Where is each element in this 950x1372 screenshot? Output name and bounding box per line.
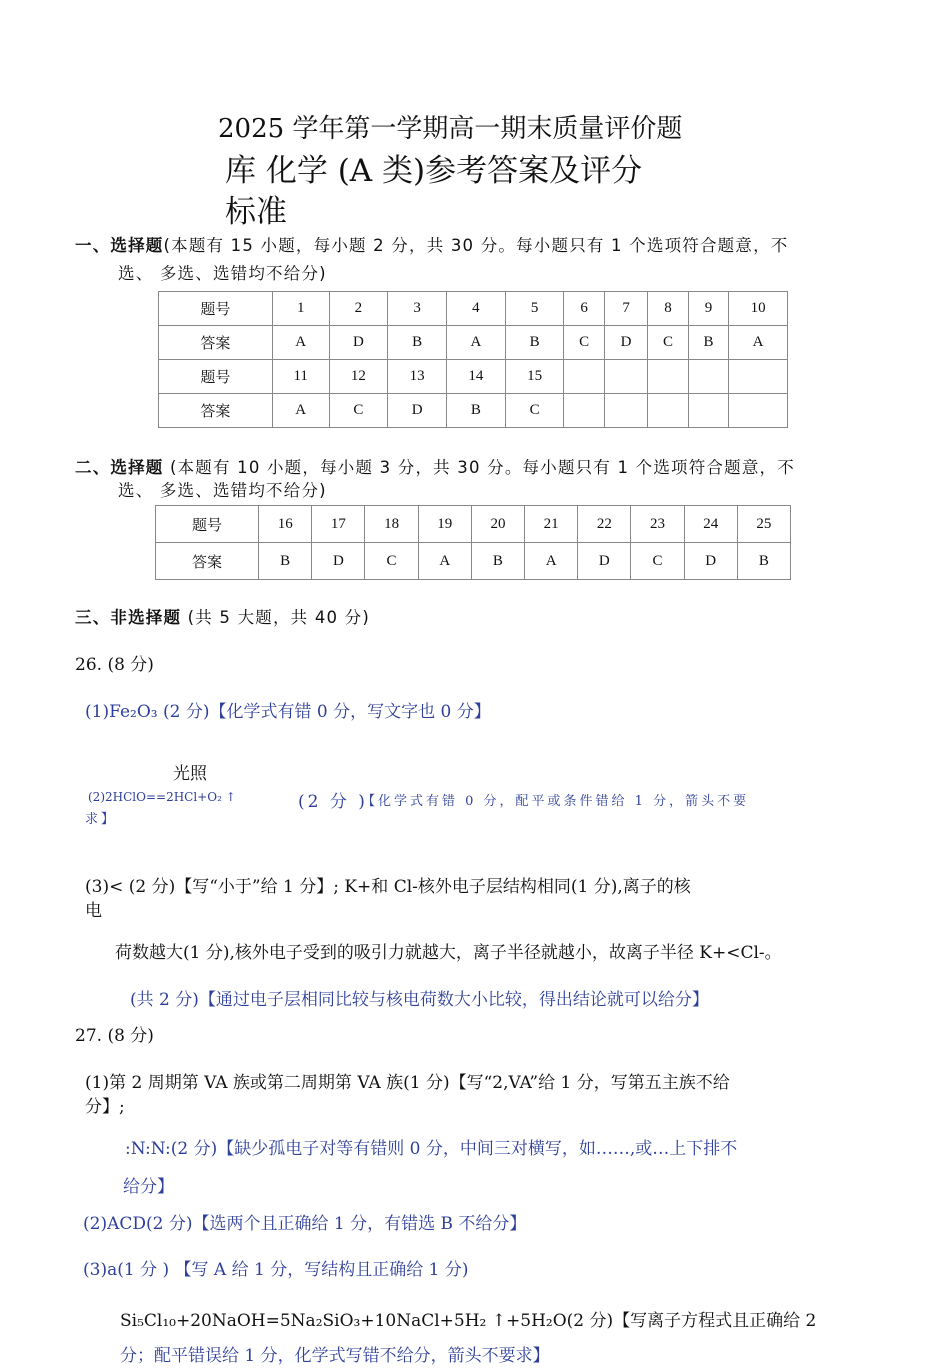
answer-cell: C	[365, 543, 418, 580]
answer-cell	[729, 360, 788, 394]
answer-cell: A	[418, 543, 471, 580]
q26-part2-note-cont: 求】	[85, 812, 118, 827]
answer-cell: A	[447, 326, 506, 360]
answer-cell: 2	[329, 292, 388, 326]
answer-cell: D	[604, 326, 647, 360]
answer-cell	[729, 394, 788, 428]
section1-desc-line1	[75, 232, 788, 256]
q27-part3: (3)a(1 分 ) 【写 A 给 1 分，写结构且正确给 1 分)	[83, 1260, 469, 1280]
title-line-2: 库 化学 (A 类)参考答案及评分	[225, 153, 643, 189]
section1-desc-line2: 选、 多选、选错均不给分)	[118, 264, 327, 283]
answer-cell: 10	[729, 292, 788, 326]
answer-cell: 14	[447, 360, 506, 394]
row-label-cell: 答案	[156, 543, 259, 580]
answer-cell: A	[272, 394, 329, 428]
answer-cell: 8	[648, 292, 688, 326]
answer-cell: A	[525, 543, 578, 580]
answer-cell: D	[329, 326, 388, 360]
answer-cell: 23	[631, 506, 684, 543]
table-row	[156, 506, 791, 543]
q27-part1-line2: 分】;	[85, 1097, 125, 1117]
q26-part2-score: (2 分 )	[298, 792, 368, 812]
answer-cell	[688, 394, 728, 428]
answer-cell: 17	[312, 506, 365, 543]
answer-cell: D	[312, 543, 365, 580]
answer-cell: C	[564, 326, 604, 360]
answer-cell: D	[578, 543, 631, 580]
answer-cell: D	[684, 543, 737, 580]
answer-cell: B	[259, 543, 312, 580]
answer-cell	[564, 360, 604, 394]
answer-cell	[564, 394, 604, 428]
table-row	[156, 543, 791, 580]
section1-heading: 一、选择题	[75, 236, 164, 255]
q27-part2: (2)ACD(2 分)【选两个且正确给 1 分，有错选 B 不给分】	[83, 1214, 527, 1234]
q26-light-condition: 光照	[173, 764, 207, 784]
row-label-cell: 答案	[159, 326, 273, 360]
table-row	[159, 326, 788, 360]
q27-part4-line1: Si₅Cl₁₀+20NaOH=5Na₂SiO₃+10NaCl+5H₂ ↑+5H₂O(2 分)【写离子方程式且正确给 2	[120, 1311, 817, 1331]
answer-cell: B	[388, 326, 447, 360]
answer-cell: 4	[447, 292, 506, 326]
table-row	[159, 360, 788, 394]
q27-part1-line1: (1)第 2 周期第 VA 族或第二周期第 VA 族(1 分)【写“2,VA”给 1 分，写第五主族不给	[85, 1073, 730, 1093]
q26-part1: (1)Fe₂O₃ (2 分)【化学式有错 0 分，写文字也 0 分】	[85, 702, 491, 722]
answer-cell: C	[329, 394, 388, 428]
answer-cell: 3	[388, 292, 447, 326]
answer-cell: 13	[388, 360, 447, 394]
table-row	[159, 394, 788, 428]
section3-heading-line	[75, 604, 370, 628]
answer-cell: 5	[505, 292, 564, 326]
answer-cell: 12	[329, 360, 388, 394]
answer-cell: A	[272, 326, 329, 360]
q26-part3-line2: 荷数越大(1 分),核外电子受到的吸引力就越大，离子半径就越小，故离子半径 K+<Cl-。	[115, 943, 782, 963]
q26-header: 26. (8 分)	[75, 655, 154, 675]
section2-desc: (本题有 10 小题，每小题 3 分，共 30 分。每小题只有 1 个选项符合题意，不	[163, 458, 795, 477]
answer-cell	[688, 360, 728, 394]
answer-cell: A	[729, 326, 788, 360]
section1-answer-table	[158, 291, 788, 428]
answer-cell: 6	[564, 292, 604, 326]
answer-cell: 18	[365, 506, 418, 543]
q27-part1-electron-line1: :N:N:(2 分)【缺少孤电子对等有错则 0 分，中间三对横写，如……,或…上下排不	[125, 1139, 738, 1159]
row-label-cell: 题号	[159, 292, 273, 326]
q26-part3-line3: (共 2 分)【通过电子层相同比较与核电荷数大小比较，得出结论就可以给分】	[130, 990, 709, 1010]
answer-cell: D	[388, 394, 447, 428]
row-label-cell: 题号	[156, 506, 259, 543]
answer-cell: 9	[688, 292, 728, 326]
answer-cell: C	[648, 326, 688, 360]
section2-desc-line1	[75, 454, 795, 478]
answer-cell: 11	[272, 360, 329, 394]
answer-cell: C	[631, 543, 684, 580]
answer-cell: B	[471, 543, 524, 580]
row-label-cell: 题号	[159, 360, 273, 394]
section2-desc-line2: 选、 多选、选错均不给分)	[118, 481, 327, 500]
section2-answer-table	[155, 505, 791, 580]
answer-cell	[648, 394, 688, 428]
answer-cell: 16	[259, 506, 312, 543]
q26-part3-line1-cont: 电	[85, 901, 102, 921]
answer-cell	[648, 360, 688, 394]
answer-cell: 1	[272, 292, 329, 326]
answer-cell	[604, 394, 647, 428]
q26-part2-equation: (2)2HClO==2HCl+O₂ ↑	[88, 790, 236, 804]
table-row	[159, 292, 788, 326]
answer-cell: B	[505, 326, 564, 360]
q27-part4-line2: 分；配平错误给 1 分，化学式写错不给分，箭头不要求】	[120, 1346, 550, 1366]
answer-cell: B	[688, 326, 728, 360]
answer-cell: B	[447, 394, 506, 428]
q26-part2-note: 【化学式有错 0 分，配平或条件错给 1 分，箭头不要	[362, 794, 750, 809]
answer-cell: 21	[525, 506, 578, 543]
answer-cell: 25	[737, 506, 790, 543]
answer-cell: 24	[684, 506, 737, 543]
answer-cell: 15	[505, 360, 564, 394]
q27-part1-electron-line2: 给分】	[123, 1177, 174, 1197]
answer-cell: 7	[604, 292, 647, 326]
answer-cell: 19	[418, 506, 471, 543]
section2-heading: 二、选择题	[75, 458, 164, 477]
answer-cell: C	[505, 394, 564, 428]
section1-desc: (本题有 15 小题，每小题 2 分，共 30 分。每小题只有 1 个选项符合题意，不	[163, 236, 789, 255]
title-line-1: 2025 学年第一学期高一期末质量评价题	[218, 114, 683, 144]
answer-cell	[604, 360, 647, 394]
title-line-3: 标准	[225, 194, 287, 230]
q27-header: 27. (8 分)	[75, 1026, 154, 1046]
answer-cell: 20	[471, 506, 524, 543]
answer-cell: 22	[578, 506, 631, 543]
q26-part3-line1: (3)< (2 分)【写“小于”给 1 分】; K+和 Cl-核外电子层结构相同(1 分),离子的核	[85, 877, 691, 897]
section3-desc: (共 5 大题，共 40 分)	[181, 608, 370, 627]
answer-cell: B	[737, 543, 790, 580]
section3-heading: 三、非选择题	[75, 608, 182, 627]
row-label-cell: 答案	[159, 394, 273, 428]
